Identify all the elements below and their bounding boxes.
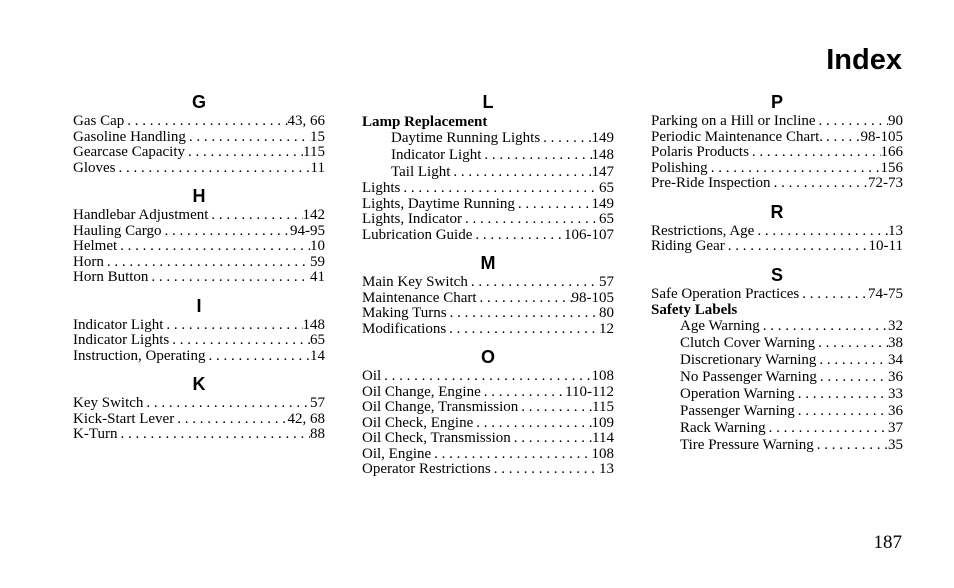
- index-subentry: [651, 403, 903, 420]
- entry-page: 65: [310, 332, 325, 348]
- entry-label: Lights, Daytime Running: [362, 195, 515, 212]
- entry-page: 98-105: [571, 289, 614, 306]
- entry-page: 147: [591, 164, 614, 180]
- index-section: [73, 296, 325, 365]
- index-entry: [362, 385, 614, 401]
- entry-page: 90: [888, 113, 903, 129]
- entry-label: Clutch Cover Warning: [680, 335, 816, 351]
- entry-label: Tail Light: [391, 164, 451, 180]
- entry-label: Operation Warning: [680, 386, 795, 402]
- index-column-2: [362, 92, 614, 488]
- entry-page: 15: [310, 128, 325, 145]
- section-letter: M: [480, 253, 496, 273]
- entry-page: 57: [310, 395, 325, 411]
- entry-label: Periodic Maintenance Chart.: [651, 128, 824, 145]
- index-entry: [73, 145, 325, 161]
- entry-page: 35: [888, 437, 903, 453]
- page-number: 187: [873, 532, 902, 553]
- entry-label: Oil Change, Engine: [362, 383, 481, 400]
- index-column-3: [651, 92, 903, 464]
- section-letter: O: [480, 347, 495, 367]
- index-entry: [73, 333, 325, 349]
- entry-label: Gloves: [73, 159, 116, 176]
- index-entry: [362, 306, 614, 322]
- entry-page: 108: [591, 368, 614, 384]
- dot-leader: [518, 400, 592, 416]
- index-entry: [73, 224, 325, 240]
- dot-leader: [104, 255, 310, 271]
- entry-page: 98-105: [860, 128, 903, 145]
- entry-label: Making Turns: [362, 305, 447, 321]
- dot-leader: [446, 322, 599, 338]
- index-subentry: [362, 130, 614, 147]
- entry-page: 156: [880, 159, 903, 176]
- index-entry: [73, 270, 325, 286]
- dot-leader: [477, 291, 572, 307]
- entry-page: 10: [310, 238, 325, 254]
- index-subentry: [651, 386, 903, 403]
- index-entry: [651, 287, 903, 303]
- dot-leader: [766, 420, 888, 437]
- entry-page: 42, 68: [287, 410, 325, 427]
- index-entry: [73, 349, 325, 365]
- entry-label: Indicator Light: [73, 316, 164, 333]
- index-subentry: [362, 147, 614, 164]
- entry-page: 72-73: [868, 175, 903, 191]
- section-letter: L: [482, 92, 494, 112]
- index-entry: [73, 161, 325, 177]
- entry-page: 148: [302, 316, 325, 333]
- entry-label: Handlebar Adjustment: [73, 207, 209, 223]
- index-subentry: [651, 420, 903, 437]
- index-entry: [651, 114, 903, 130]
- index-entry: [362, 431, 614, 447]
- entry-page: 94-95: [290, 222, 325, 239]
- entry-label: Discretionary Warning: [680, 352, 817, 368]
- index-entry: [73, 427, 325, 443]
- entry-heading: Safety Labels: [651, 302, 738, 318]
- entry-label: Polishing: [651, 159, 708, 176]
- entry-page: 37: [888, 420, 903, 436]
- entry-page: 32: [888, 318, 903, 334]
- dot-leader: [462, 212, 599, 228]
- dot-leader: [815, 335, 888, 352]
- dot-leader: [795, 403, 888, 420]
- entry-page: 148: [591, 147, 614, 163]
- index-entry: [362, 197, 614, 213]
- dot-leader: [447, 306, 599, 322]
- index-section: [651, 265, 903, 455]
- entry-label: Instruction, Operating: [73, 347, 206, 364]
- dot-leader: [431, 447, 591, 463]
- dot-leader: [725, 239, 869, 255]
- index-section: [73, 186, 325, 286]
- entry-page: 59: [310, 253, 325, 270]
- index-subentry: [651, 335, 903, 352]
- dot-leader: [491, 462, 599, 478]
- entry-label: Indicator Lights: [73, 332, 170, 348]
- entry-label: Hauling Cargo: [73, 222, 162, 239]
- index-entry: [362, 212, 614, 228]
- dot-leader: [468, 275, 599, 291]
- entry-page: 38: [888, 335, 903, 351]
- dot-leader: [708, 161, 881, 177]
- entry-label: Indicator Light: [391, 147, 482, 163]
- index-section: [651, 92, 903, 192]
- index-entry: [362, 228, 614, 244]
- dot-leader: [771, 176, 868, 192]
- dot-leader: [472, 228, 564, 244]
- dot-leader: [816, 114, 888, 130]
- entry-label: Oil Change, Transmission: [362, 399, 519, 415]
- index-entry: [651, 239, 903, 255]
- entry-page: 106-107: [564, 226, 614, 243]
- index-entry: [362, 416, 614, 432]
- entry-page: 65: [599, 211, 614, 227]
- index-entry: [651, 176, 903, 192]
- entry-page: 114: [592, 430, 614, 446]
- index-section: [651, 202, 903, 255]
- dot-leader: [117, 427, 310, 443]
- entry-page: 36: [888, 403, 903, 419]
- dot-leader: [163, 318, 302, 334]
- entry-label: Oil Check, Engine: [362, 414, 474, 431]
- index-entry: [73, 130, 325, 146]
- index-entry: [73, 318, 325, 334]
- entry-page: 13: [888, 222, 903, 239]
- dot-leader: [174, 412, 287, 428]
- entry-page: 14: [310, 347, 325, 364]
- entry-page: 109: [591, 414, 614, 431]
- entry-label: Maintenance Chart: [362, 289, 477, 306]
- entry-label: Lights: [362, 180, 401, 196]
- entry-label: Main Key Switch: [362, 274, 468, 290]
- index-entry: [73, 255, 325, 271]
- dot-leader: [754, 224, 888, 240]
- entry-page: 115: [592, 399, 614, 415]
- dot-leader: [169, 333, 310, 349]
- dot-leader: [148, 270, 310, 286]
- dot-leader: [481, 147, 591, 164]
- entry-label: Kick-Start Lever: [73, 410, 175, 427]
- entry-page: 149: [591, 130, 614, 146]
- entry-label: Daytime Running Lights: [391, 130, 541, 146]
- entry-label: Operator Restrictions: [362, 461, 491, 477]
- entry-page: 10-11: [868, 238, 903, 254]
- page-title: Index: [826, 44, 902, 76]
- entry-page: 12: [599, 320, 614, 337]
- index-column-1: [73, 92, 325, 453]
- entry-page: 65: [599, 180, 614, 196]
- dot-leader: [749, 145, 881, 161]
- entry-label: Oil Check, Transmission: [362, 430, 511, 446]
- entry-label: Horn: [73, 253, 104, 270]
- dot-leader: [186, 130, 310, 146]
- index-entry: [73, 239, 325, 255]
- dot-leader: [481, 385, 565, 401]
- index-entry: [73, 208, 325, 224]
- entry-page: 57: [599, 274, 614, 290]
- entry-label: Lights, Indicator: [362, 211, 462, 227]
- index-subentry: [362, 164, 614, 181]
- dot-leader: [400, 181, 599, 197]
- index-entry: [362, 322, 614, 338]
- entry-label: Gasoline Handling: [73, 128, 186, 145]
- entry-label: Riding Gear: [651, 238, 725, 254]
- entry-label: Polaris Products: [651, 144, 749, 160]
- dot-leader: [816, 352, 888, 369]
- index-section: [73, 374, 325, 443]
- dot-leader: [515, 197, 592, 213]
- entry-label: Horn Button: [73, 269, 149, 285]
- dot-leader: [205, 349, 310, 365]
- entry-label: Restrictions, Age: [651, 222, 755, 239]
- dot-leader: [161, 224, 290, 240]
- entry-page: 115: [303, 144, 325, 160]
- entry-page: 88: [310, 426, 325, 442]
- index-entry: [362, 462, 614, 478]
- entry-label: Rack Warning: [680, 420, 766, 436]
- entry-label: Gearcase Capacity: [73, 144, 186, 160]
- index-entry: [73, 396, 325, 412]
- section-letter: K: [192, 374, 206, 394]
- dot-leader: [814, 437, 888, 454]
- dot-leader: [823, 130, 860, 146]
- dot-leader: [760, 318, 888, 335]
- section-letter: R: [770, 201, 784, 222]
- section-letter: G: [191, 92, 206, 112]
- section-letter: H: [192, 186, 206, 206]
- index-section: [73, 92, 325, 176]
- index-entry: [651, 224, 903, 240]
- index-subentry: [651, 369, 903, 386]
- entry-page: 149: [591, 195, 614, 212]
- index-entry: [362, 447, 614, 463]
- section-letter: P: [770, 92, 783, 112]
- entry-page: 166: [880, 144, 903, 160]
- entry-page: 41: [310, 269, 325, 285]
- entry-label: Oil, Engine: [362, 445, 432, 462]
- dot-leader: [381, 369, 591, 385]
- index-entry: [362, 181, 614, 197]
- dot-leader: [473, 416, 591, 432]
- index-entry: [73, 412, 325, 428]
- dot-leader: [143, 396, 310, 412]
- dot-leader: [208, 208, 302, 224]
- index-entry: [651, 161, 903, 177]
- dot-leader: [817, 369, 888, 386]
- entry-label: Lubrication Guide: [362, 226, 473, 243]
- entry-label: Safe Operation Practices: [651, 285, 800, 302]
- index-entry: [651, 145, 903, 161]
- index-subentry: [651, 352, 903, 369]
- entry-page: 108: [591, 445, 614, 462]
- index-entry: [362, 275, 614, 291]
- entry-page: 43, 66: [287, 113, 325, 129]
- index-section: [362, 347, 614, 478]
- entry-label: Tire Pressure Warning: [680, 437, 814, 453]
- dot-leader: [540, 130, 591, 147]
- index-entry: [362, 400, 614, 416]
- entry-label: K-Turn: [73, 426, 118, 442]
- index-subentry: [651, 437, 903, 454]
- entry-page: 34: [888, 352, 903, 368]
- entry-label: Key Switch: [73, 395, 144, 411]
- entry-page: 11: [310, 159, 325, 176]
- index-entry: [651, 130, 903, 146]
- dot-leader: [116, 161, 311, 177]
- entry-label: Helmet: [73, 238, 118, 254]
- dot-leader: [117, 239, 310, 255]
- entry-page: 110-112: [565, 383, 614, 400]
- index-section: [362, 253, 614, 337]
- entry-page: 142: [302, 207, 325, 223]
- index-entry: [362, 291, 614, 307]
- entry-label: Oil: [362, 368, 382, 384]
- entry-label: No Passenger Warning: [680, 369, 817, 385]
- section-letter: I: [196, 295, 202, 316]
- section-letter: S: [770, 264, 783, 285]
- dot-leader: [795, 386, 888, 403]
- index-entry: [73, 114, 325, 130]
- index-subentry: [651, 318, 903, 335]
- entry-page: 36: [888, 369, 903, 385]
- entry-page: 74-75: [868, 285, 903, 302]
- entry-label: Passenger Warning: [680, 403, 795, 419]
- dot-leader: [799, 287, 868, 303]
- entry-label: Gas Cap: [73, 113, 125, 129]
- entry-page: 80: [599, 305, 614, 321]
- dot-leader: [185, 145, 303, 161]
- entry-label: Age Warning: [680, 318, 760, 334]
- index-section: [362, 92, 614, 243]
- index-entry: [362, 369, 614, 385]
- entry-label: Modifications: [362, 320, 447, 337]
- dot-leader: [511, 431, 592, 447]
- dot-leader: [450, 164, 591, 181]
- entry-heading: Lamp Replacement: [362, 114, 488, 130]
- entry-page: 13: [599, 461, 614, 477]
- entry-label: Parking on a Hill or Incline: [651, 113, 816, 129]
- entry-label: Pre-Ride Inspection: [651, 175, 771, 191]
- dot-leader: [124, 114, 287, 130]
- entry-page: 33: [888, 386, 903, 402]
